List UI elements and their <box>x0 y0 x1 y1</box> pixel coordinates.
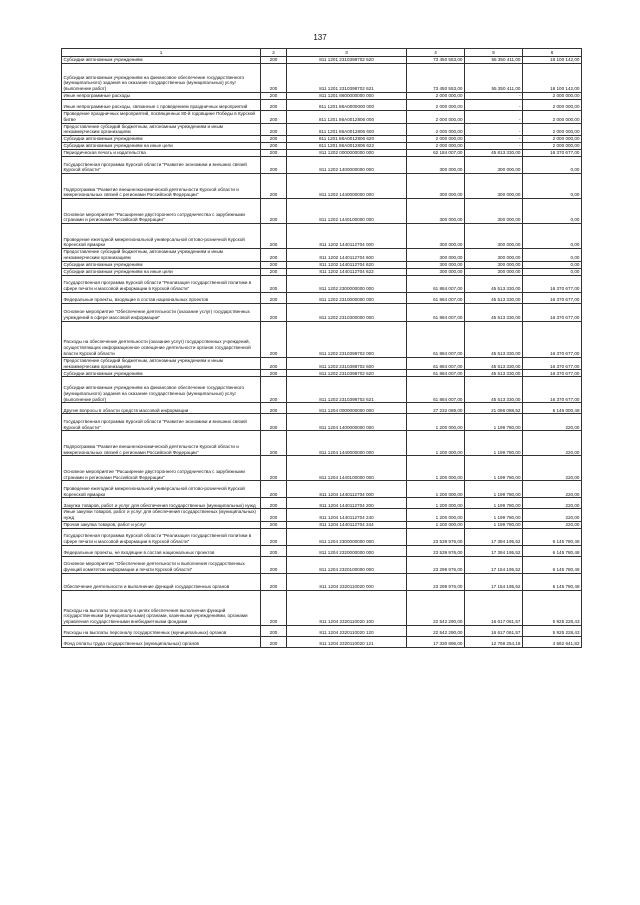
table-row <box>62 150 582 157</box>
row-classification-code: 811 1201 86А0012806 000 <box>287 111 407 124</box>
row-value-col6: 16 370 677,00 <box>523 292 582 303</box>
row-value-col6: 16 370 677,00 <box>523 357 582 370</box>
row-description: Проведение праздничных мероприятий, посвященных 80-й годовщине Победы в Курской битве <box>62 111 261 124</box>
row-description: Государственная программа Курской области "Развитие экономики и внешних связей Курской области" <box>62 157 261 174</box>
page-number: 137 <box>313 33 327 42</box>
row-classification-code: 811 1202 2310000000 000 <box>287 292 407 303</box>
row-description: Федеральные проекты, не входящие в состав национальных проектов <box>62 545 261 556</box>
row-value-col4: 22 542 290,00 <box>407 625 465 636</box>
row-value-col4: 61 884 007,00 <box>407 292 465 303</box>
row-value-col6: 220,00 <box>523 498 582 509</box>
row-value-col5: 45 513 330,00 <box>465 275 523 292</box>
row-value-col6: 16 370 677,00 <box>523 377 582 403</box>
row-value-col5: 17 394 195,52 <box>465 528 523 545</box>
row-value-col6: 16 370 677,00 <box>523 303 582 321</box>
row-value-col6: 18 100 142,00 <box>523 64 582 93</box>
table-row <box>62 57 582 64</box>
row-description: Субсидии автономным учреждениям <box>62 261 261 268</box>
row-value-col4: 1 200 000,00 <box>407 481 465 498</box>
row-description: Подпрограмма "Развитие внешнеэкономической деятельности Курской области и межрегиональных связей с регионами Российской Федерации" <box>62 431 261 456</box>
row-value-col6: 220,00 <box>523 509 582 522</box>
row-classification-code: 811 1202 1440112704 622 <box>287 268 407 275</box>
row-value-col4: 2 000 000,00 <box>407 93 465 100</box>
row-value-col5: 55 350 411,00 <box>465 64 523 93</box>
row-value-col6: 0,00 <box>523 261 582 268</box>
row-value-col5: 300 000,00 <box>465 199 523 224</box>
row-classification-code: 811 1202 1440100000 000 <box>287 199 407 224</box>
row-description: Федеральные проекты, входящие в состав национальных проектов <box>62 292 261 303</box>
row-description: Субсидии автономным учреждениям на иные цели <box>62 143 261 150</box>
row-classification-code: 811 1202 2310300000 000 <box>287 303 407 321</box>
table-row <box>62 268 582 275</box>
row-description: Подпрограмма "Развитие внешнеэкономической деятельности Курской области и межрегиональных связей с регионами Российской Федерации" <box>62 174 261 199</box>
row-value-col6: 2 000 000,00 <box>523 123 582 136</box>
row-value-col5: - <box>465 143 523 150</box>
row-description: Основное мероприятие "Расширение двустороннего сотрудничества с зарубежными странами и регионами Российской Федерации" <box>62 199 261 224</box>
row-value-col5: 1 199 780,00 <box>465 521 523 528</box>
row-description: Субсидии автономным учреждениям на иные цели <box>62 268 261 275</box>
row-classification-code: 811 1202 2300000000 000 <box>287 275 407 292</box>
row-value-col5: - <box>465 123 523 136</box>
row-line-code: 200 <box>261 249 287 262</box>
row-value-col4: 61 884 007,00 <box>407 321 465 357</box>
table-row <box>62 636 582 647</box>
row-classification-code: 811 1204 2320110020 000 <box>287 573 407 590</box>
table-body <box>62 57 582 648</box>
row-description: Государственная программа Курской области "Реализация государственной политики в сфере печати и массовой информации в Курской области" <box>62 275 261 292</box>
row-value-col5: 17 154 195,52 <box>465 573 523 590</box>
row-classification-code: 811 1204 1440112704 000 <box>287 481 407 498</box>
row-classification-code: 811 1204 1440000000 000 <box>287 431 407 456</box>
row-value-col6: 6 145 780,48 <box>523 556 582 573</box>
row-value-col6: 2 000 000,00 <box>523 136 582 143</box>
row-value-col6: 6 145 780,48 <box>523 573 582 590</box>
row-description: Субсидии автономным учреждениям <box>62 370 261 377</box>
table-row <box>62 93 582 100</box>
row-value-col6: 2 000 000,00 <box>523 111 582 124</box>
table-row <box>62 456 582 481</box>
row-description: Основное мероприятие "Обеспечение деятельности и выполнения государственных функций комитетом информации и печати Курской области" <box>62 556 261 573</box>
row-value-col5: 300 000,00 <box>465 249 523 262</box>
row-line-code: 200 <box>261 64 287 93</box>
row-value-col6: 16 370 677,00 <box>523 150 582 157</box>
row-line-code: 200 <box>261 377 287 403</box>
row-value-col4: 300 000,00 <box>407 268 465 275</box>
row-line-code: 200 <box>261 625 287 636</box>
row-value-col4: 62 184 007,00 <box>407 150 465 157</box>
row-classification-code: 811 1204 2320100000 000 <box>287 556 407 573</box>
row-value-col5: 300 000,00 <box>465 157 523 174</box>
row-classification-code: 811 1201 86А0012806 622 <box>287 143 407 150</box>
row-description: Государственная программа Курской области "Развитие экономики и внешних связей Курской области" <box>62 414 261 431</box>
row-value-col4: 1 200 000,00 <box>407 521 465 528</box>
row-value-col4: 1 200 000,00 <box>407 509 465 522</box>
row-value-col6: 18 100 142,00 <box>523 57 582 64</box>
row-value-col4: 23 299 976,00 <box>407 556 465 573</box>
table-row <box>62 528 582 545</box>
row-value-col6: 5 925 228,43 <box>523 625 582 636</box>
row-value-col5: 1 199 780,00 <box>465 509 523 522</box>
table-row <box>62 545 582 556</box>
table-row <box>62 481 582 498</box>
row-value-col4: 61 884 007,00 <box>407 370 465 377</box>
row-description: Расходы на выплаты персоналу в целях обеспечения выполнения функций государственными (муниципальными) органами, казенными учреждениями, органами управления государственными внебюджетными фондами <box>62 590 261 625</box>
column-header: 3 <box>287 49 407 57</box>
row-description: Предоставление субсидий бюджетным, автономным учреждениям и иным некоммерческим организациям <box>62 123 261 136</box>
row-description: Субсидии автономным учреждениям <box>62 136 261 143</box>
row-value-col6: 16 370 677,00 <box>523 321 582 357</box>
row-classification-code: 811 1204 1440112704 244 <box>287 521 407 528</box>
row-value-col4: 23 299 976,00 <box>407 573 465 590</box>
row-line-code: 200 <box>261 403 287 414</box>
row-value-col4: 73 450 553,00 <box>407 64 465 93</box>
row-value-col6: 2 000 000,00 <box>523 143 582 150</box>
row-value-col5: - <box>465 100 523 111</box>
row-value-col5: 1 199 780,00 <box>465 481 523 498</box>
row-value-col4: 1 200 000,00 <box>407 456 465 481</box>
row-value-col5: 300 000,00 <box>465 174 523 199</box>
row-value-col4: 17 330 896,00 <box>407 636 465 647</box>
row-line-code: 200 <box>261 509 287 522</box>
row-line-code: 200 <box>261 636 287 647</box>
row-value-col6: 0,00 <box>523 157 582 174</box>
table-row <box>62 199 582 224</box>
table-row <box>62 303 582 321</box>
row-description: Предоставление субсидий бюджетным, автономным учреждениям и иным некоммерческим организациям <box>62 357 261 370</box>
row-value-col4: 27 232 089,00 <box>407 403 465 414</box>
row-classification-code: 811 1201 86А0012806 620 <box>287 136 407 143</box>
row-value-col5: - <box>465 93 523 100</box>
row-value-col4: 2 000 000,00 <box>407 123 465 136</box>
row-line-code: 200 <box>261 261 287 268</box>
row-value-col6: 0,00 <box>523 174 582 199</box>
row-description: Прочая закупка товаров, работ и услуг <box>62 521 261 528</box>
row-value-col6: 2 000 000,00 <box>523 100 582 111</box>
column-header: 6 <box>523 49 582 57</box>
row-value-col6: 220,00 <box>523 521 582 528</box>
row-value-col4: 73 450 553,00 <box>407 57 465 64</box>
row-classification-code: 811 1204 1440112704 240 <box>287 509 407 522</box>
table-row <box>62 100 582 111</box>
row-line-code: 200 <box>261 268 287 275</box>
row-value-col5: 300 000,00 <box>465 224 523 249</box>
row-value-col5: 45 513 330,00 <box>465 321 523 357</box>
row-value-col5: 55 350 411,00 <box>465 57 523 64</box>
row-classification-code: 811 1202 1440112704 600 <box>287 249 407 262</box>
row-value-col4: 22 542 290,00 <box>407 590 465 625</box>
row-description: Иные непрограммные расходы <box>62 93 261 100</box>
row-value-col4: 300 000,00 <box>407 174 465 199</box>
row-value-col5: - <box>465 111 523 124</box>
row-classification-code: 811 1202 0000000000 000 <box>287 150 407 157</box>
row-description: Субсидии автономным учреждениям на финансовое обеспечение государственного (муниципального) задания на оказание государственных (муниципальных) услуг (выполнение работ) <box>62 64 261 93</box>
table-row <box>62 321 582 357</box>
row-classification-code: 811 1202 1440112704 000 <box>287 224 407 249</box>
table-row <box>62 224 582 249</box>
row-description: Закупка товаров, работ и услуг для обеспечения государственных (муниципальных) нужд <box>62 498 261 509</box>
table-row <box>62 370 582 377</box>
row-value-col4: 23 539 976,00 <box>407 528 465 545</box>
row-line-code: 200 <box>261 414 287 431</box>
row-line-code: 200 <box>261 498 287 509</box>
budget-table <box>61 48 582 648</box>
row-value-col5: 1 199 780,00 <box>465 431 523 456</box>
column-header: 4 <box>407 49 465 57</box>
row-line-code: 200 <box>261 100 287 111</box>
row-line-code: 200 <box>261 275 287 292</box>
table-row <box>62 521 582 528</box>
row-value-col6: 6 145 780,48 <box>523 528 582 545</box>
row-description: Основное мероприятие "Обеспечение деятельности (оказание услуг) государственных учреждений в сфере массовой информации" <box>62 303 261 321</box>
row-value-col6: 220,00 <box>523 431 582 456</box>
row-value-col4: 1 200 000,00 <box>407 431 465 456</box>
table-row <box>62 556 582 573</box>
row-value-col5: 1 199 780,00 <box>465 456 523 481</box>
row-value-col6: 0,00 <box>523 268 582 275</box>
row-value-col6: 220,00 <box>523 456 582 481</box>
column-header: 2 <box>261 49 287 57</box>
row-value-col6: 6 145 780,48 <box>523 545 582 556</box>
row-value-col5: 300 000,00 <box>465 261 523 268</box>
row-value-col6: 2 000 000,00 <box>523 93 582 100</box>
row-line-code: 200 <box>261 123 287 136</box>
row-classification-code: 811 1204 2320000000 000 <box>287 545 407 556</box>
table-row <box>62 403 582 414</box>
row-line-code: 200 <box>261 357 287 370</box>
row-value-col5: 45 513 330,00 <box>465 377 523 403</box>
row-value-col4: 1 200 000,00 <box>407 414 465 431</box>
table-row <box>62 123 582 136</box>
row-value-col4: 2 000 000,00 <box>407 111 465 124</box>
row-line-code: 200 <box>261 303 287 321</box>
row-value-col4: 61 884 007,00 <box>407 303 465 321</box>
row-value-col6: 0,00 <box>523 199 582 224</box>
row-value-col5: 17 394 195,52 <box>465 545 523 556</box>
table-row <box>62 275 582 292</box>
row-value-col5: 45 813 330,00 <box>465 150 523 157</box>
row-value-col5: 1 199 780,00 <box>465 498 523 509</box>
row-line-code: 200 <box>261 150 287 157</box>
row-classification-code: 811 1204 2300000000 000 <box>287 528 407 545</box>
table-row <box>62 414 582 431</box>
table-row <box>62 509 582 522</box>
row-line-code: 200 <box>261 224 287 249</box>
row-classification-code: 811 1201 8600000000 000 <box>287 93 407 100</box>
row-line-code: 200 <box>261 174 287 199</box>
row-value-col6: 220,00 <box>523 481 582 498</box>
row-value-col5: 300 000,00 <box>465 268 523 275</box>
table-row <box>62 590 582 625</box>
row-value-col4: 300 000,00 <box>407 157 465 174</box>
row-line-code: 200 <box>261 136 287 143</box>
row-value-col5: 45 513 330,00 <box>465 357 523 370</box>
table-row <box>62 357 582 370</box>
table-row <box>62 498 582 509</box>
table-row <box>62 64 582 93</box>
row-line-code: 200 <box>261 292 287 303</box>
row-value-col6: 16 370 677,00 <box>523 370 582 377</box>
row-classification-code: 811 1204 0000000000 000 <box>287 403 407 414</box>
row-description: Проведение ежегодной межрегиональной универсальной оптово-розничной Курской Коренской ярмарки <box>62 481 261 498</box>
row-value-col4: 1 200 000,00 <box>407 498 465 509</box>
row-classification-code: 811 1204 2320110020 100 <box>287 590 407 625</box>
row-value-col5: 45 513 330,00 <box>465 292 523 303</box>
row-description: Обеспечение деятельности и выполнение функций государственных органов <box>62 573 261 590</box>
table-row <box>62 261 582 268</box>
row-value-col6: 5 925 228,43 <box>523 590 582 625</box>
row-classification-code: 811 1201 86А0000000 000 <box>287 100 407 111</box>
table-row <box>62 625 582 636</box>
row-value-col5: 16 617 061,57 <box>465 625 523 636</box>
row-description: Периодическая печать и издательства <box>62 150 261 157</box>
row-value-col4: 2 000 000,00 <box>407 136 465 143</box>
row-description: Предоставление субсидий бюджетным, автономным учреждениям и иным некоммерческим организациям <box>62 249 261 262</box>
row-description: Расходы на обеспечение деятельности (оказание услуг) государственных учреждений, осуществляющих информационное освещение деятельности органов государственной власти Курской области <box>62 321 261 357</box>
row-classification-code: 811 1204 1440112704 200 <box>287 498 407 509</box>
row-classification-code: 811 1204 1440100000 000 <box>287 456 407 481</box>
table-row <box>62 431 582 456</box>
row-value-col4: 2 000 000,00 <box>407 100 465 111</box>
row-line-code: 200 <box>261 157 287 174</box>
row-line-code: 200 <box>261 573 287 590</box>
row-line-code: 200 <box>261 521 287 528</box>
row-value-col5: 21 086 088,52 <box>465 403 523 414</box>
row-value-col5: 45 513 330,00 <box>465 370 523 377</box>
table-row <box>62 292 582 303</box>
row-classification-code: 811 1201 86А0012806 600 <box>287 123 407 136</box>
row-line-code: 200 <box>261 370 287 377</box>
row-classification-code: 811 1202 1440112704 620 <box>287 261 407 268</box>
row-description: Основное мероприятие "Расширение двустороннего сотрудничества с зарубежными странами и регионами Российской Федерации" <box>62 456 261 481</box>
row-line-code: 200 <box>261 590 287 625</box>
table-row <box>62 174 582 199</box>
row-line-code: 200 <box>261 556 287 573</box>
table-row <box>62 573 582 590</box>
row-description: Другие вопросы в области средств массовой информации <box>62 403 261 414</box>
row-value-col4: 23 539 976,00 <box>407 545 465 556</box>
row-line-code: 200 <box>261 545 287 556</box>
row-classification-code: 811 1202 2310398702 600 <box>287 357 407 370</box>
row-classification-code: 811 1204 1400000000 000 <box>287 414 407 431</box>
row-description: Расходы на выплаты персоналу государственных (муниципальных) органов <box>62 625 261 636</box>
row-line-code: 200 <box>261 199 287 224</box>
row-value-col4: 300 000,00 <box>407 261 465 268</box>
row-classification-code: 811 1204 2320110020 121 <box>287 636 407 647</box>
table-row <box>62 111 582 124</box>
row-value-col5: 16 617 061,57 <box>465 590 523 625</box>
row-value-col5: 12 768 254,18 <box>465 636 523 647</box>
row-line-code: 200 <box>261 321 287 357</box>
column-header: 1 <box>62 49 261 57</box>
row-value-col6: 4 562 641,82 <box>523 636 582 647</box>
row-description: Государственная программа Курской области "Реализация государственной политики в сфере печати и массовой информации в Курской области" <box>62 528 261 545</box>
row-classification-code: 811 1201 2310398702 620 <box>287 57 407 64</box>
row-value-col4: 61 884 007,00 <box>407 357 465 370</box>
row-value-col6: 0,00 <box>523 249 582 262</box>
row-value-col6: 16 370 677,00 <box>523 275 582 292</box>
row-description: Субсидии автономным учреждениям <box>62 57 261 64</box>
table-row <box>62 249 582 262</box>
row-value-col4: 61 884 007,00 <box>407 275 465 292</box>
row-value-col4: 2 000 000,00 <box>407 143 465 150</box>
row-value-col6: 0,00 <box>523 224 582 249</box>
row-classification-code: 811 1202 1400000000 000 <box>287 157 407 174</box>
row-line-code: 200 <box>261 143 287 150</box>
row-line-code: 200 <box>261 456 287 481</box>
row-line-code: 200 <box>261 57 287 64</box>
row-description: Субсидии автономным учреждениям на финансовое обеспечение государственного (муниципального) задания на оказание государственных (муниципальных) услуг (выполнение работ) <box>62 377 261 403</box>
row-line-code: 200 <box>261 528 287 545</box>
row-classification-code: 811 1202 2310398702 621 <box>287 377 407 403</box>
row-classification-code: 811 1201 2310398702 621 <box>287 64 407 93</box>
table-row <box>62 136 582 143</box>
row-value-col4: 300 000,00 <box>407 249 465 262</box>
row-value-col4: 61 884 007,00 <box>407 377 465 403</box>
table-row <box>62 157 582 174</box>
row-value-col6: 220,00 <box>523 414 582 431</box>
header-row <box>62 49 582 57</box>
row-classification-code: 811 1202 1440000000 000 <box>287 174 407 199</box>
row-value-col5: 17 154 195,52 <box>465 556 523 573</box>
row-line-code: 200 <box>261 93 287 100</box>
row-value-col6: 6 146 000,48 <box>523 403 582 414</box>
row-value-col5: 1 199 780,00 <box>465 414 523 431</box>
row-classification-code: 811 1204 2320110020 120 <box>287 625 407 636</box>
row-description: Фонд оплаты труда государственных (муниципальных) органов <box>62 636 261 647</box>
row-classification-code: 811 1202 2310398702 620 <box>287 370 407 377</box>
row-value-col5: - <box>465 136 523 143</box>
table-row <box>62 377 582 403</box>
row-classification-code: 811 1202 2310398702 000 <box>287 321 407 357</box>
row-value-col5: 45 513 330,00 <box>465 303 523 321</box>
row-line-code: 200 <box>261 111 287 124</box>
row-line-code: 200 <box>261 431 287 456</box>
row-description: Иные закупки товаров, работ и услуг для обеспечения государственных (муниципальных) нужд <box>62 509 261 522</box>
column-header: 5 <box>465 49 523 57</box>
table-row <box>62 143 582 150</box>
row-value-col4: 300 000,00 <box>407 199 465 224</box>
row-description: Иные непрограммные расходы, связанные с проведением праздничных мероприятий <box>62 100 261 111</box>
row-line-code: 200 <box>261 481 287 498</box>
row-description: Проведение ежегодной межрегиональной универсальной оптово-розничной Курской Коренской ярмарки <box>62 224 261 249</box>
row-value-col4: 300 000,00 <box>407 224 465 249</box>
